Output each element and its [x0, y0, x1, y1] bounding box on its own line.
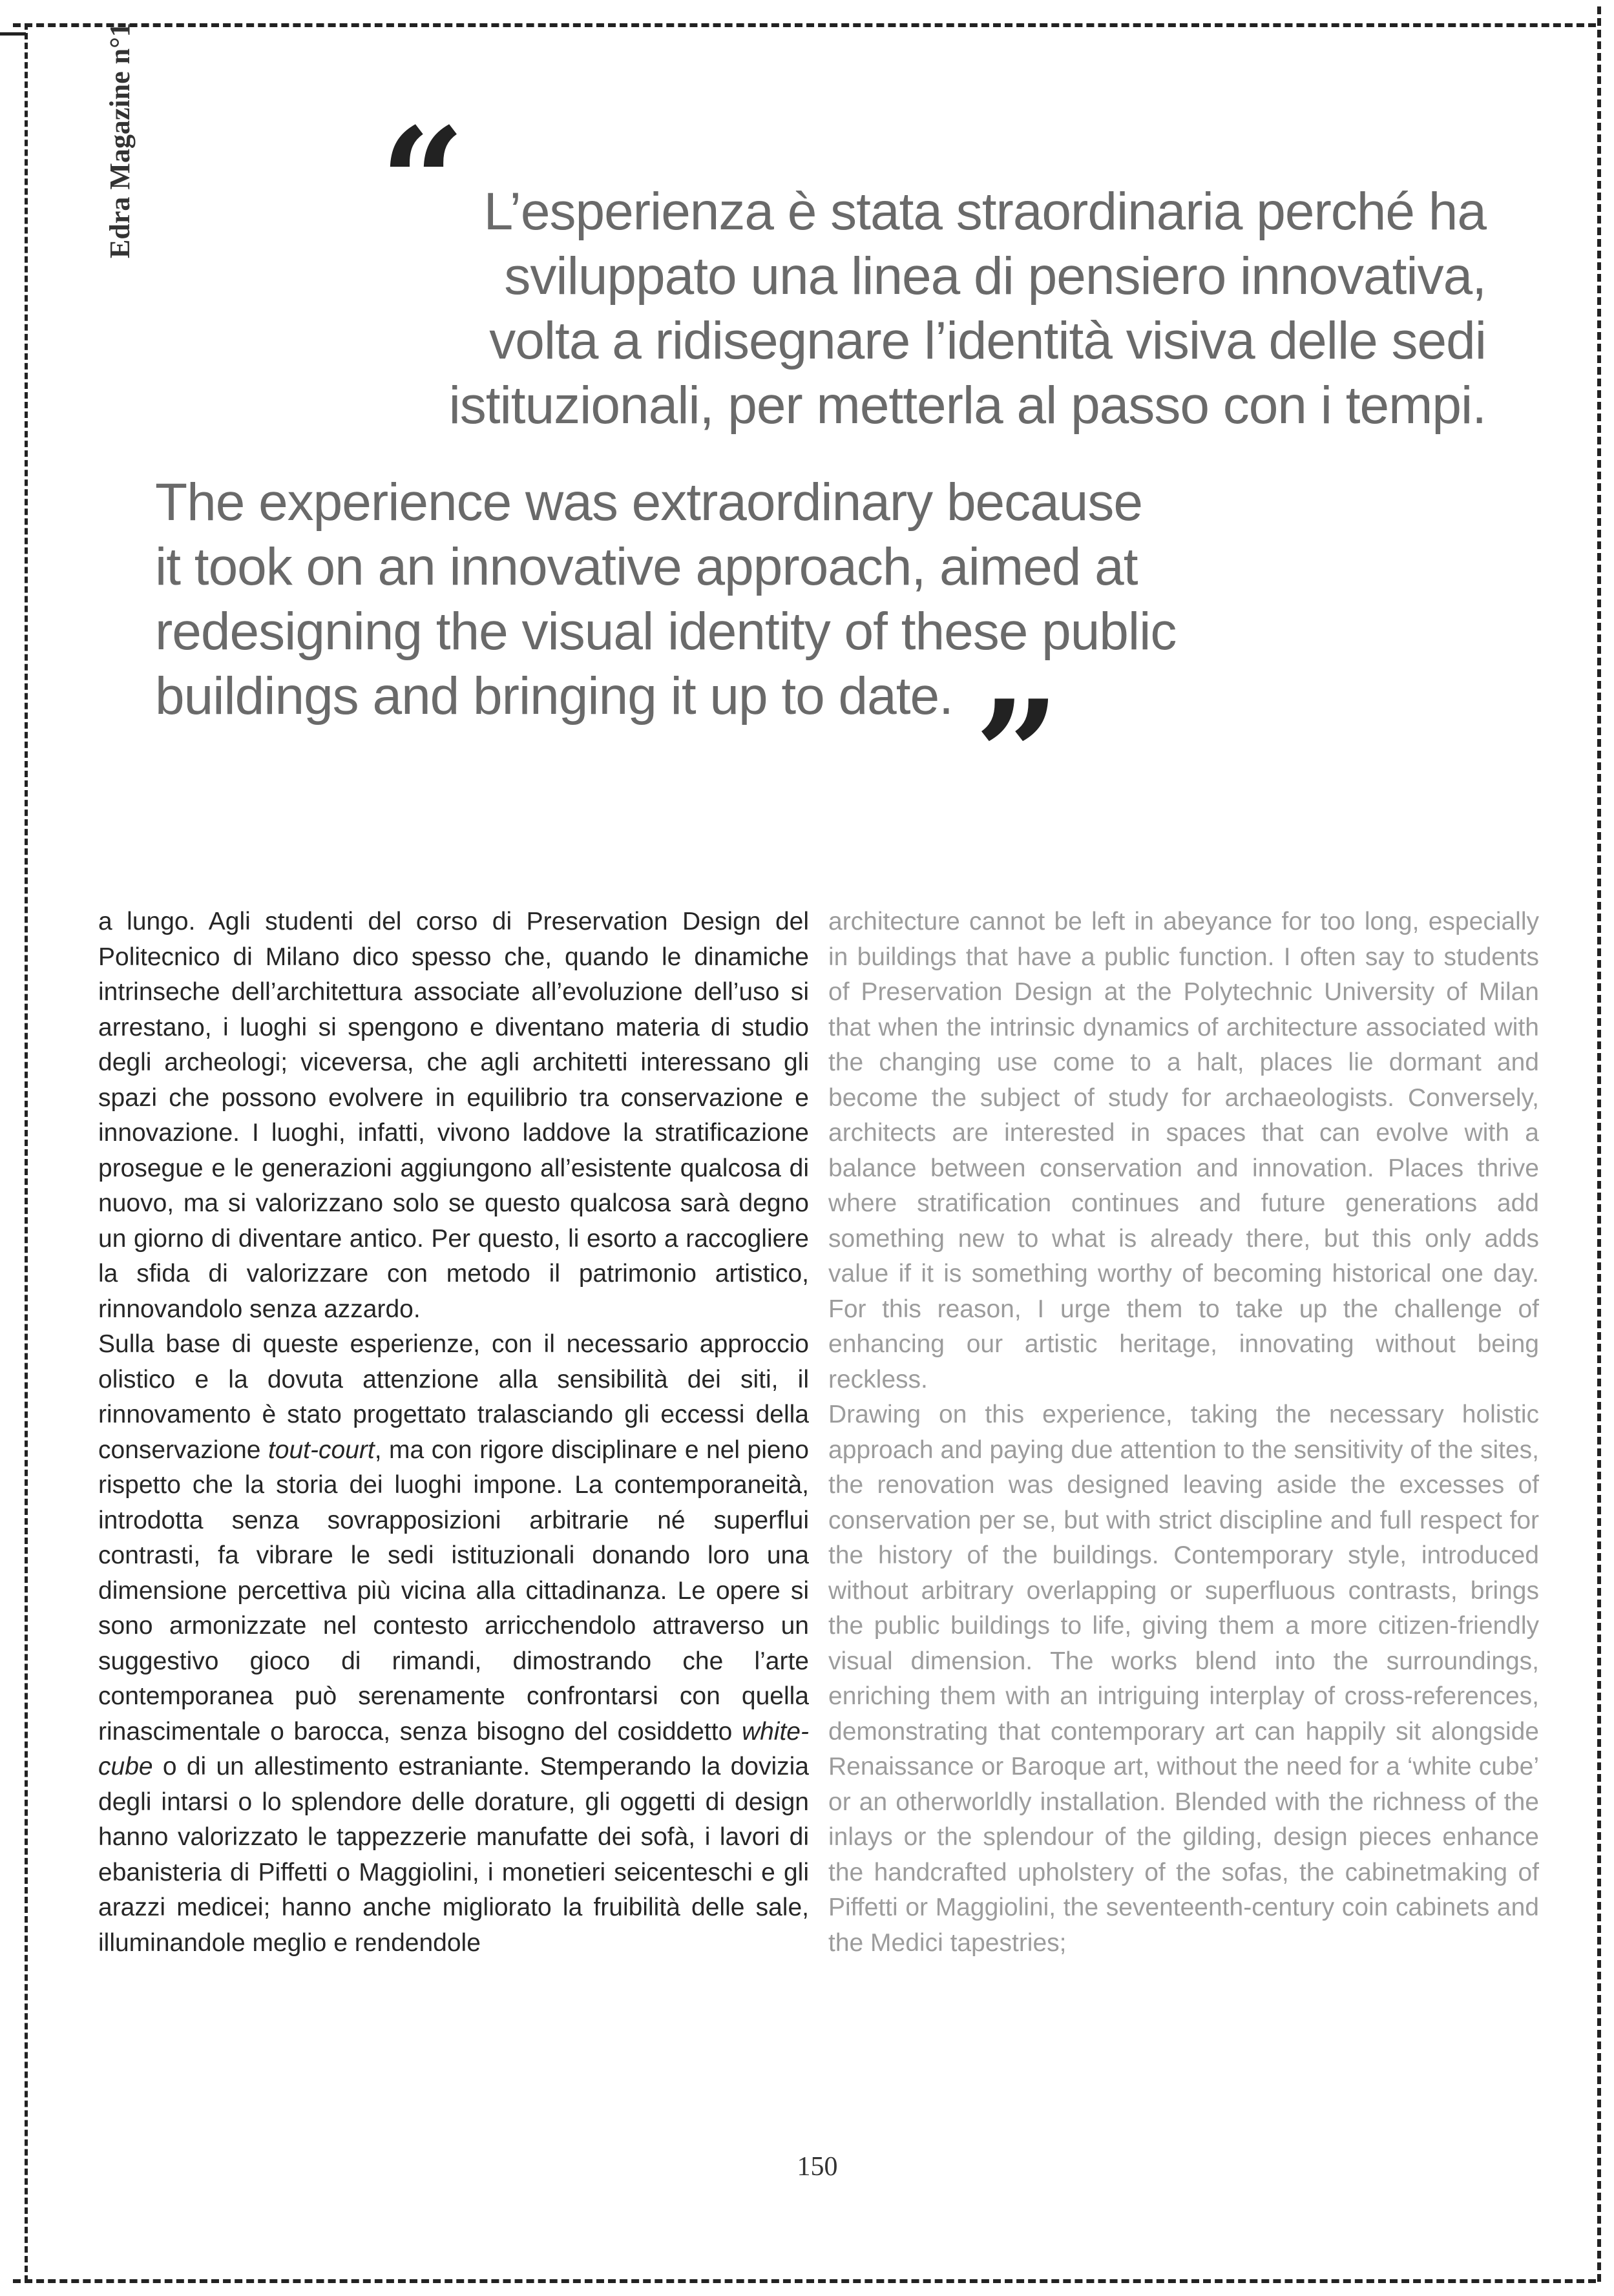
pull-quote-english-line: it took on an innovative approach, aimed at [155, 537, 1138, 596]
magazine-label: Edra Magazine n°1 [104, 23, 136, 258]
open-quote-mark: “ [380, 96, 466, 270]
pull-quote-english-line: The experience was extraordinary because [155, 473, 1142, 532]
pull-quote-english-line: redesigning the visual identity of these public [155, 602, 1177, 661]
pull-quote-english [155, 470, 1266, 729]
body-column-italian [98, 904, 809, 1961]
body-paragraph [98, 1327, 809, 1961]
crop-border-right [1597, 6, 1601, 2282]
pull-quote-english-line: buildings and bringing it up to date. [155, 667, 953, 725]
body-paragraph: Drawing on this experience, taking the necessary holistic approach and paying due attention to the sensitivity of the sites, the renovation was designed leaving aside the excesses of conservation per se, but with strict discipline and full respect for the history of the buildings. Contemporary style, introduced without arbitrary overlapping or superfluous contrasts, brings the public buildings to life, giving them a more citizen-friendly visual dimension. The works blend into the surroundings, enriching them with an intriguing interplay of cross-references, demonstrating that contemporary art can happily sit alongside Renaissance or Baroque art, without the need for a ‘white cube’ or an otherworldly installation. Blended with the richness of the inlays or the splendour of the gilding, design pieces enhance the handcrafted upholstery of the sofas, the cabinetmaking of Piffetti or Maggiolini, the seventeenth-century coin cabinets and the Medici tapestries; [828, 1401, 1539, 1957]
pull-quote-italian-line: sviluppato una linea di pensiero innovativa, [504, 247, 1486, 306]
close-quote-mark: ” [974, 668, 1060, 842]
crop-border-left [25, 23, 28, 2282]
pull-quote-italian-line: volta a ridisegnare l’identità visiva delle sedi [489, 311, 1486, 370]
emphasis-text: white-cube [98, 1717, 809, 1780]
crop-border-bottom [13, 2279, 1596, 2283]
crop-corner-tick [0, 32, 26, 36]
emphasis-text: tout-court [267, 1435, 375, 1464]
pull-quote-italian [362, 180, 1486, 438]
body-column-english [828, 904, 1539, 1961]
page-number: 150 [797, 2152, 838, 2182]
crop-border-top [13, 23, 1596, 27]
body-text: o di un allestimento estraniante. Stemperando la dovizia degli intarsi o lo splendore delle dorature, gli oggetti di design hanno valorizzato le tappezzerie manufatte dei sofà, i lavori di ebanisteria di Piffetti o Maggiolini, i monetieri seicenteschi e gli arazzi medicei; hanno anche migliorato la fruibilità delle sale, illuminandole meglio e rendendole [98, 1753, 809, 1957]
pull-quote-italian-line: istituzionali, per metterla al passo con i tempi. [448, 376, 1486, 435]
pull-quote-italian-line: L’esperienza è stata straordinaria perché ha [483, 182, 1486, 241]
body-paragraph: a lungo. Agli studenti del corso di Preservation Design del Politecnico di Milano dico spesso che, quando le dinamiche intrinseche dell’architettura associate all’evoluzione dell’uso si arrestano, i luoghi si spengono e diventano materia di studio degli archeologi; viceversa, che agli architetti interessano gli spazi che possono evolvere in equilibrio tra conservazione e innovazione. I luoghi, infatti, vivono laddove la stratificazione prosegue e le generazioni aggiungono all’esistente qualcosa di nuovo, ma si valorizzano solo se questo qualcosa sarà degno un giorno di diventare antico. Per questo, li esorto a raccogliere la sfida di valorizzare con metodo il patrimonio artistico, rinnovandolo senza azzardo. [98, 908, 809, 1323]
body-paragraph: architecture cannot be left in abeyance for too long, especially in buildings that have a public function. I often say to students of Preservation Design at the Polytechnic University of Milan that when the intrinsic dynamics of architecture associated with the changing use come to a halt, places lie dormant and become the subject of study for archaeologists. Conversely, architects are interested in spaces that can evolve with a balance between conservation and innovation. Places thrive where stratification continues and future generations add something new to what is already there, but this only adds value if it is something worthy of becoming historical one day. For this reason, I urge them to take up the challenge of enhancing our artistic heritage, innovating without being reckless. [828, 908, 1539, 1393]
body-text: , ma con rigore disciplinare e nel pieno rispetto che la storia dei luoghi impone. La contemporaneità, introdotta senza sovrapposizioni arbitrarie né superflui contrasti, fa vibrare le sedi istituzionali donando loro una dimensione percettiva più vicina alla cittadinanza. Le opere si sono armonizzate nel contesto arricchendolo attraverso un suggestivo gioco di rimandi, dimostrando che l’arte contemporanea può serenamente confrontarsi con quella rinascimentale o barocca, senza bisogno del cosiddetto [98, 1435, 809, 1746]
body-text: Sulla base di queste esperienze, con il necessario approccio olistico e la dovuta attenzione alla sensibilità dei siti, il rinnovamento è stato progettato tralasciando gli eccessi della conservazione [98, 1330, 809, 1464]
